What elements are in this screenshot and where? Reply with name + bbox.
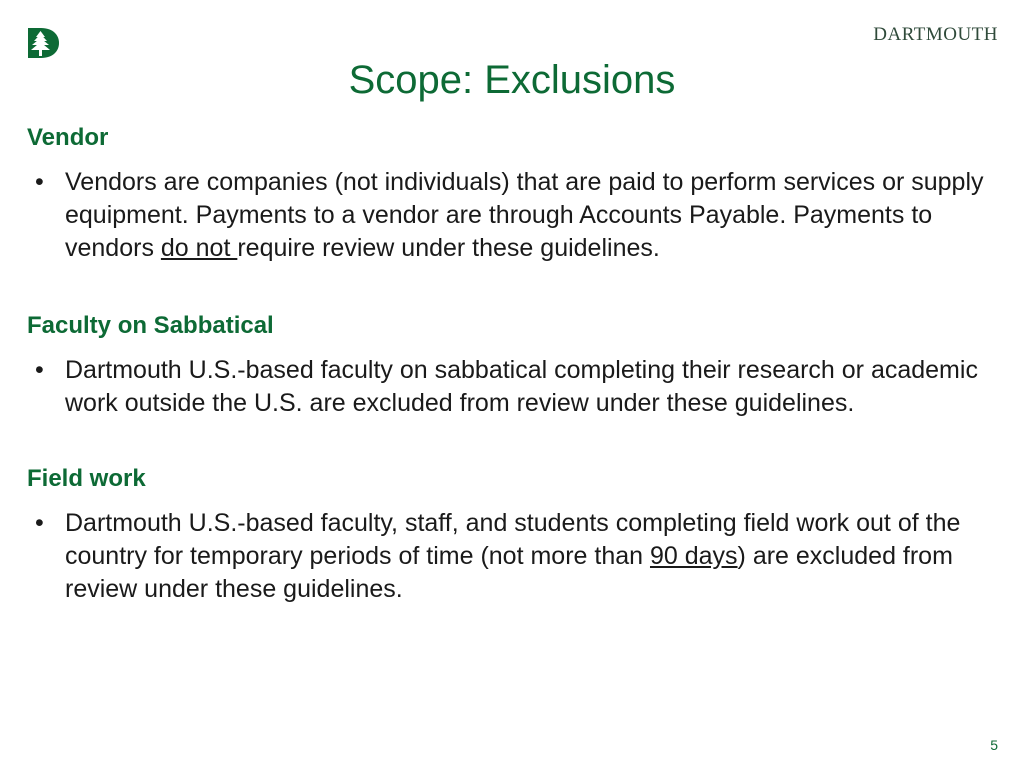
bullet-dot: • [35,509,44,537]
bullet-vendor-text: Vendors are companies (not individuals) that are paid to perform services or supply equipment. Payments to a vendor are through Accounts Payable. Payments to vendors [65,168,984,262]
bullet-fieldwork-text: Dartmouth U.S.-based faculty, staff, and students completing field work out of the country for temporary periods of time (not more than [65,509,961,570]
slide-content [27,124,997,606]
bullet-dot: • [35,356,44,384]
bullet-fieldwork-underlined: 90 days [649,542,738,570]
page-number: 5 [990,737,998,753]
section-vendor [27,124,997,265]
bullet-dot: • [35,168,44,196]
dartmouth-d-pine-logo-icon [26,26,60,60]
bullet-vendor [27,166,997,265]
slide-title: Scope: Exclusions [348,58,676,102]
section-sabbatical [27,312,997,420]
section-heading-vendor: Vendor [27,124,109,151]
dartmouth-wordmark: DARTMOUTH [873,24,998,45]
bullet-fieldwork-text-end: ) are excluded from review under these guidelines. [65,542,953,603]
bullet-fieldwork [27,507,997,606]
section-fieldwork [27,465,997,606]
bullet-sabbatical-text: Dartmouth U.S.-based faculty on sabbatical completing their research or academic work outside the U.S. are excluded from review under these guidelines. [65,356,978,417]
bullet-sabbatical [27,354,997,420]
bullet-vendor-underlined: do not [160,234,238,262]
bullet-vendor-text-end: require review under these guidelines. [237,234,660,262]
section-heading-fieldwork: Field work [27,465,146,492]
section-heading-sabbatical: Faculty on Sabbatical [27,312,274,339]
